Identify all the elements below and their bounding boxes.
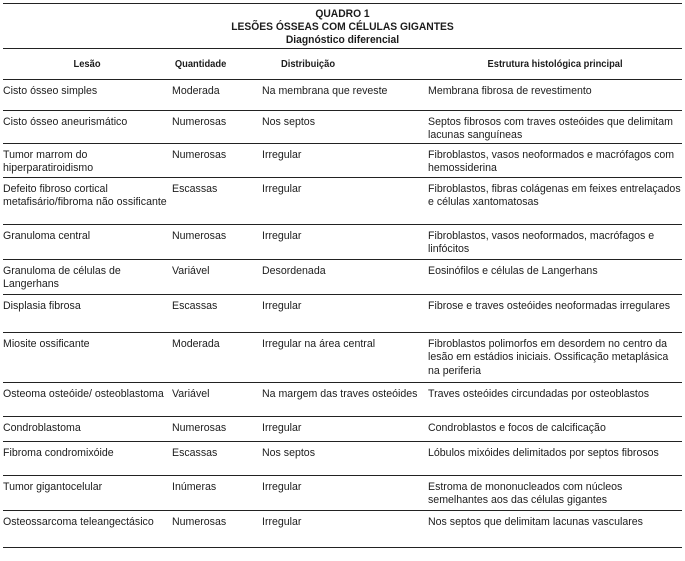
- cell-distribuicao: Irregular: [262, 515, 302, 528]
- cell-distribuicao: Irregular na área central: [262, 337, 376, 350]
- cell-lesao: Granuloma de células de Langerhans: [3, 264, 121, 291]
- cell-quantidade: Variável: [172, 387, 210, 400]
- cell-lesao: Cisto ósseo aneurismático: [3, 116, 128, 128]
- cell-distribuicao: Na margem das traves osteóides: [262, 387, 418, 400]
- header-distribuicao: Distribuição: [281, 58, 336, 70]
- cell-estrutura: Membrana fibrosa de revestimento: [428, 85, 592, 97]
- cell-distribuicao: Nos septos: [262, 446, 315, 459]
- cell-quantidade: Numerosas: [172, 148, 227, 161]
- cell-estrutura: Traves osteóides circundadas por osteoblastos: [428, 387, 650, 400]
- table-figure: [3, 3, 682, 548]
- cell-quantidade: Escassas: [172, 446, 218, 459]
- table-row: [3, 510, 682, 547]
- table-row: [3, 475, 682, 510]
- cell-distribuicao: Irregular: [262, 229, 302, 242]
- table-row: [3, 177, 682, 224]
- table-row: [3, 80, 682, 111]
- cell-distribuicao: Na membrana que reveste: [262, 85, 388, 97]
- table-row: [3, 259, 682, 294]
- table-row: [3, 224, 682, 259]
- header-estrutura: Estrutura histológica principal: [487, 58, 623, 70]
- caption-title: LESÕES ÓSSEAS COM CÉLULAS GIGANTES: [231, 21, 454, 33]
- table-caption: [3, 4, 682, 48]
- cell-quantidade: Numerosas: [172, 229, 227, 242]
- cell-estrutura: Fibroblastos, vasos neoformados e macrófagos com hemossiderina: [428, 148, 675, 175]
- cell-quantidade: Escassas: [172, 299, 218, 312]
- caption-number: QUADRO 1: [315, 8, 370, 20]
- table-row: [3, 332, 682, 382]
- cell-quantidade: Numerosas: [172, 515, 227, 528]
- table-row: [3, 416, 682, 441]
- cell-lesao: Displasia fibrosa: [3, 299, 81, 312]
- header-quantidade: Quantidade: [174, 58, 227, 70]
- cell-estrutura: Fibroblastos, fibras colágenas em feixes entrelaçados e células xantomatosas: [428, 182, 681, 209]
- cell-distribuicao: Desordenada: [262, 264, 326, 277]
- cell-estrutura: Condroblastos e focos de calcificação: [428, 421, 606, 434]
- caption-subtitle: Diagnóstico diferencial: [285, 34, 400, 46]
- differential-diagnosis-table: [3, 48, 682, 548]
- cell-lesao: Fibroma condromixóide: [3, 446, 114, 459]
- cell-quantidade: Escassas: [172, 182, 218, 195]
- cell-quantidade: Moderada: [172, 85, 220, 97]
- cell-lesao: Tumor marrom do hiperparatiroidismo: [3, 148, 94, 175]
- cell-quantidade: Variável: [172, 264, 210, 277]
- cell-distribuicao: Nos septos: [262, 116, 315, 128]
- cell-estrutura: Fibroblastos polimorfos em desordem no centro da lesão em estádios iniciais. Ossificação metaplásica na periferia: [428, 337, 669, 377]
- cell-distribuicao: Irregular: [262, 148, 302, 161]
- cell-estrutura: Estroma de mononucleados com núcleos semelhantes aos das células gigantes: [428, 480, 623, 507]
- cell-distribuicao: Irregular: [262, 480, 302, 493]
- cell-distribuicao: Irregular: [262, 299, 302, 312]
- cell-quantidade: Numerosas: [172, 116, 227, 128]
- cell-lesao: Miosite ossificante: [3, 337, 90, 350]
- cell-estrutura: Nos septos que delimitam lacunas vasculares: [428, 515, 643, 528]
- header-lesao: Lesão: [73, 58, 102, 70]
- header-row: [3, 49, 682, 80]
- cell-lesao: Defeito fibroso cortical metafisário/fibroma não ossificante: [3, 182, 167, 209]
- cell-estrutura: Fibrose e traves osteóides neoformadas irregulares: [428, 299, 671, 312]
- cell-estrutura: Eosinófilos e células de Langerhans: [428, 264, 598, 277]
- cell-estrutura: Lóbulos mixóides delimitados por septos fibrosos: [428, 446, 659, 459]
- cell-quantidade: Inúmeras: [172, 480, 217, 493]
- cell-lesao: Condroblastoma: [3, 421, 81, 434]
- cell-distribuicao: Irregular: [262, 182, 302, 195]
- cell-quantidade: Numerosas: [172, 421, 227, 434]
- cell-estrutura: Septos fibrosos com traves osteóides que delimitam lacunas sanguíneas: [428, 116, 673, 142]
- table-row: [3, 143, 682, 177]
- cell-lesao: Granuloma central: [3, 229, 91, 242]
- cell-distribuicao: Irregular: [262, 421, 302, 434]
- cell-lesao: Tumor gigantocelular: [3, 480, 103, 493]
- cell-lesao: Osteoma osteóide/ osteoblastoma: [3, 387, 164, 400]
- table-row: [3, 382, 682, 416]
- cell-lesao: Osteossarcoma teleangectásico: [3, 515, 154, 528]
- table-row: [3, 111, 682, 144]
- cell-lesao: Cisto ósseo simples: [3, 85, 98, 97]
- table-row: [3, 441, 682, 475]
- cell-quantidade: Moderada: [172, 337, 220, 350]
- cell-estrutura: Fibroblastos, vasos neoformados, macrófagos e linfócitos: [428, 229, 655, 256]
- table-row: [3, 294, 682, 332]
